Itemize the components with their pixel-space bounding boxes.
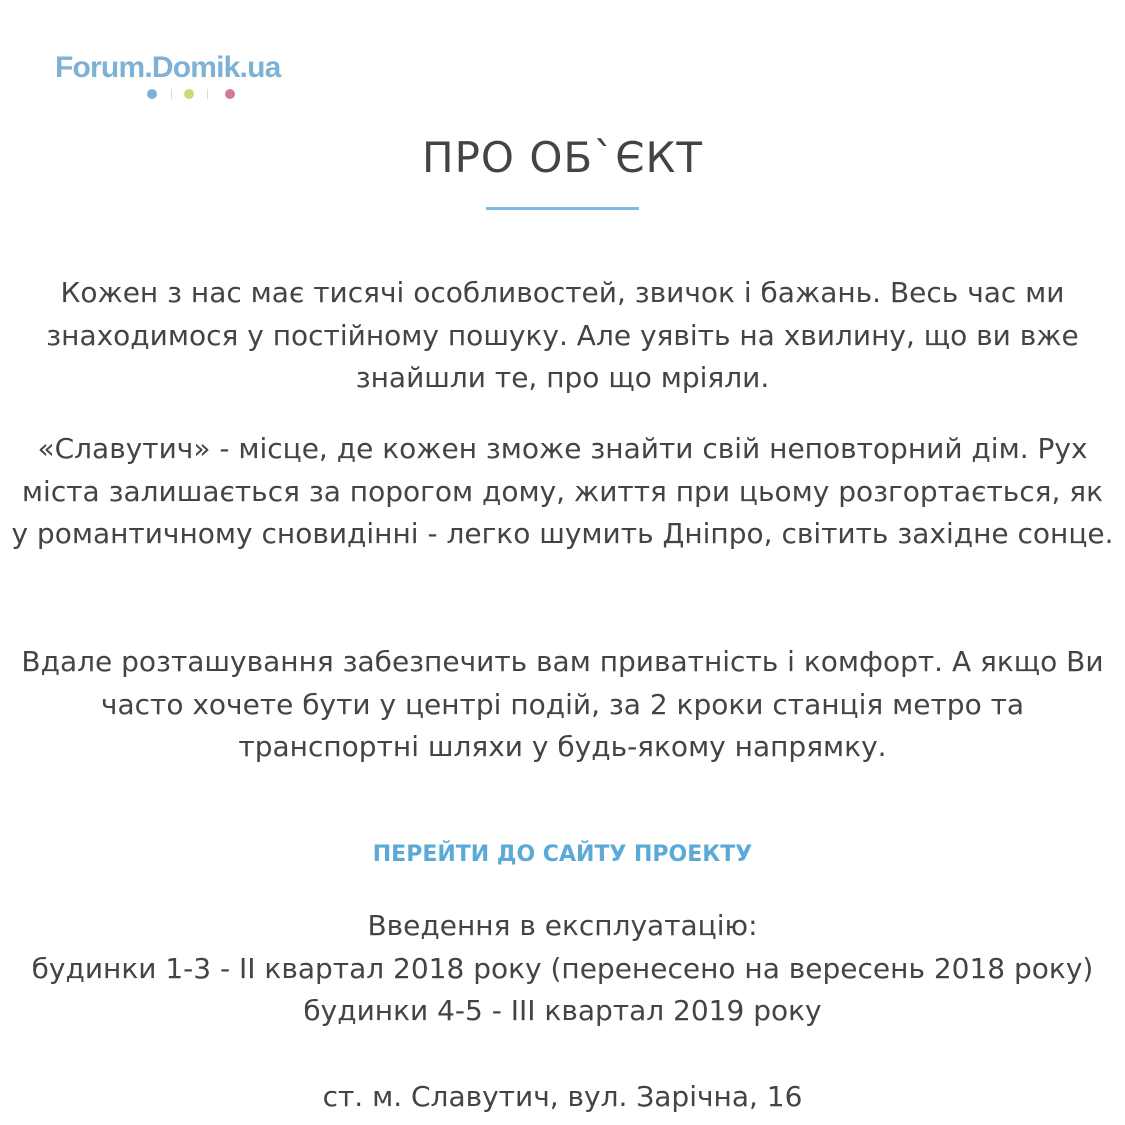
description-paragraph: «Славутич» - місце, де кожен зможе знайти свій неповторний дім. Рух міста залишається за порогом дому, життя при цьому розгортається, як у романтичному сновидінні - легко шумить Дніпро, світить західне сонце. [11,432,1114,550]
delivery-heading: Введення в експлуатацію: [367,909,758,942]
intro-paragraph: Кожен з нас має тисячі особливостей, звичок і бажань. Весь час ми знаходимося у постійному пошуку. Але уявіть на хвилину, що ви вже знайшли те, про що мріяли. [46,276,1079,394]
title-underline [486,207,639,210]
site-logo[interactable] [55,50,325,105]
logo-dots [147,88,247,100]
location-paragraph: Вдале розташування забезпечить вам приватність і комфорт. А якщо Ви часто хочете бути у центрі подій, за 2 кроки станція метро та транспортні шляхи у будь-якому напрямку. [21,645,1104,763]
project-site-link[interactable]: ПЕРЕЙТИ ДО САЙТУ ПРОЕКТУ [372,842,753,867]
delivery-line-houses-1-3: будинки 1-3 - ІІ квартал 2018 року (перенесено на вересень 2018 року) [31,951,1094,985]
delivery-line-houses-4-5: будинки 4-5 - ІІІ квартал 2019 року [303,994,822,1027]
logo-dot-green-icon [184,89,194,99]
address-text: ст. м. Славутич, вул. Зарічна, 16 [322,1080,803,1113]
section-title: ПРО ОБ`ЄКТ [422,133,703,182]
logo-separator [171,89,172,99]
delivery-info [0,905,1125,1033]
logo-dot-blue-icon [147,89,157,99]
logo-text: Forum.Domik.ua [55,51,281,84]
logo-separator [207,89,208,99]
logo-dot-pink-icon [225,89,235,99]
